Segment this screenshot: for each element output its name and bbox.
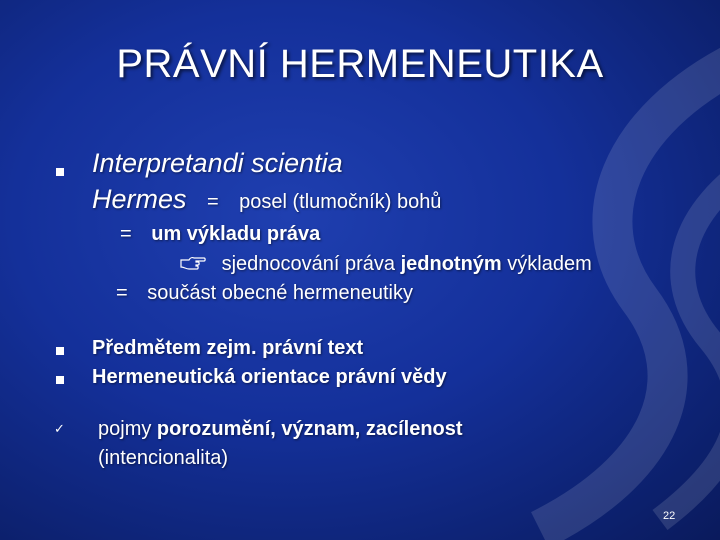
intencionalita-text: (intencionalita)	[98, 447, 229, 469]
page-number: 22	[663, 510, 676, 522]
hermes-line	[92, 184, 441, 215]
list-item-hermeneuticka: Hermeneutická orientace právní vědy	[92, 366, 447, 388]
hermes-definition: posel (tlumočník) bohů	[239, 191, 442, 213]
um-vykladu-line	[120, 223, 320, 246]
pojmy-line	[98, 418, 463, 441]
pojmy-text: pojmy	[98, 418, 152, 440]
soucast-text: součást obecné hermeneutiky	[147, 282, 413, 304]
list-item-predmetem: Předmětem zejm. právní text	[92, 337, 364, 359]
vykladem-text: výkladem	[507, 253, 592, 275]
square-bullet-icon	[56, 168, 64, 176]
sjednocovani-text: sjednocování práva	[221, 253, 396, 275]
heading-interpretandi: Interpretandi scientia	[92, 148, 343, 178]
equals-sign: =	[206, 191, 219, 213]
um-vykladu-text: um výkladu práva	[151, 223, 321, 245]
sjednocovani-line	[180, 253, 592, 276]
equals-sign: =	[120, 223, 132, 245]
square-bullet-icon	[56, 347, 64, 355]
hermes-term: Hermes	[92, 184, 187, 214]
equals-sign: =	[116, 282, 128, 304]
jednotnym-emphasis: jednotným	[400, 253, 502, 275]
square-bullet-icon	[56, 376, 64, 384]
decorative-background-swirl	[460, 40, 720, 540]
checkmark-icon: ✓	[54, 422, 65, 437]
pojmy-terms: porozumění, význam, zacílenost	[156, 418, 463, 440]
slide-title: PRÁVNÍ HERMENEUTIKA	[116, 42, 604, 86]
pointing-hand-icon	[180, 253, 206, 276]
soucast-line	[116, 282, 413, 305]
